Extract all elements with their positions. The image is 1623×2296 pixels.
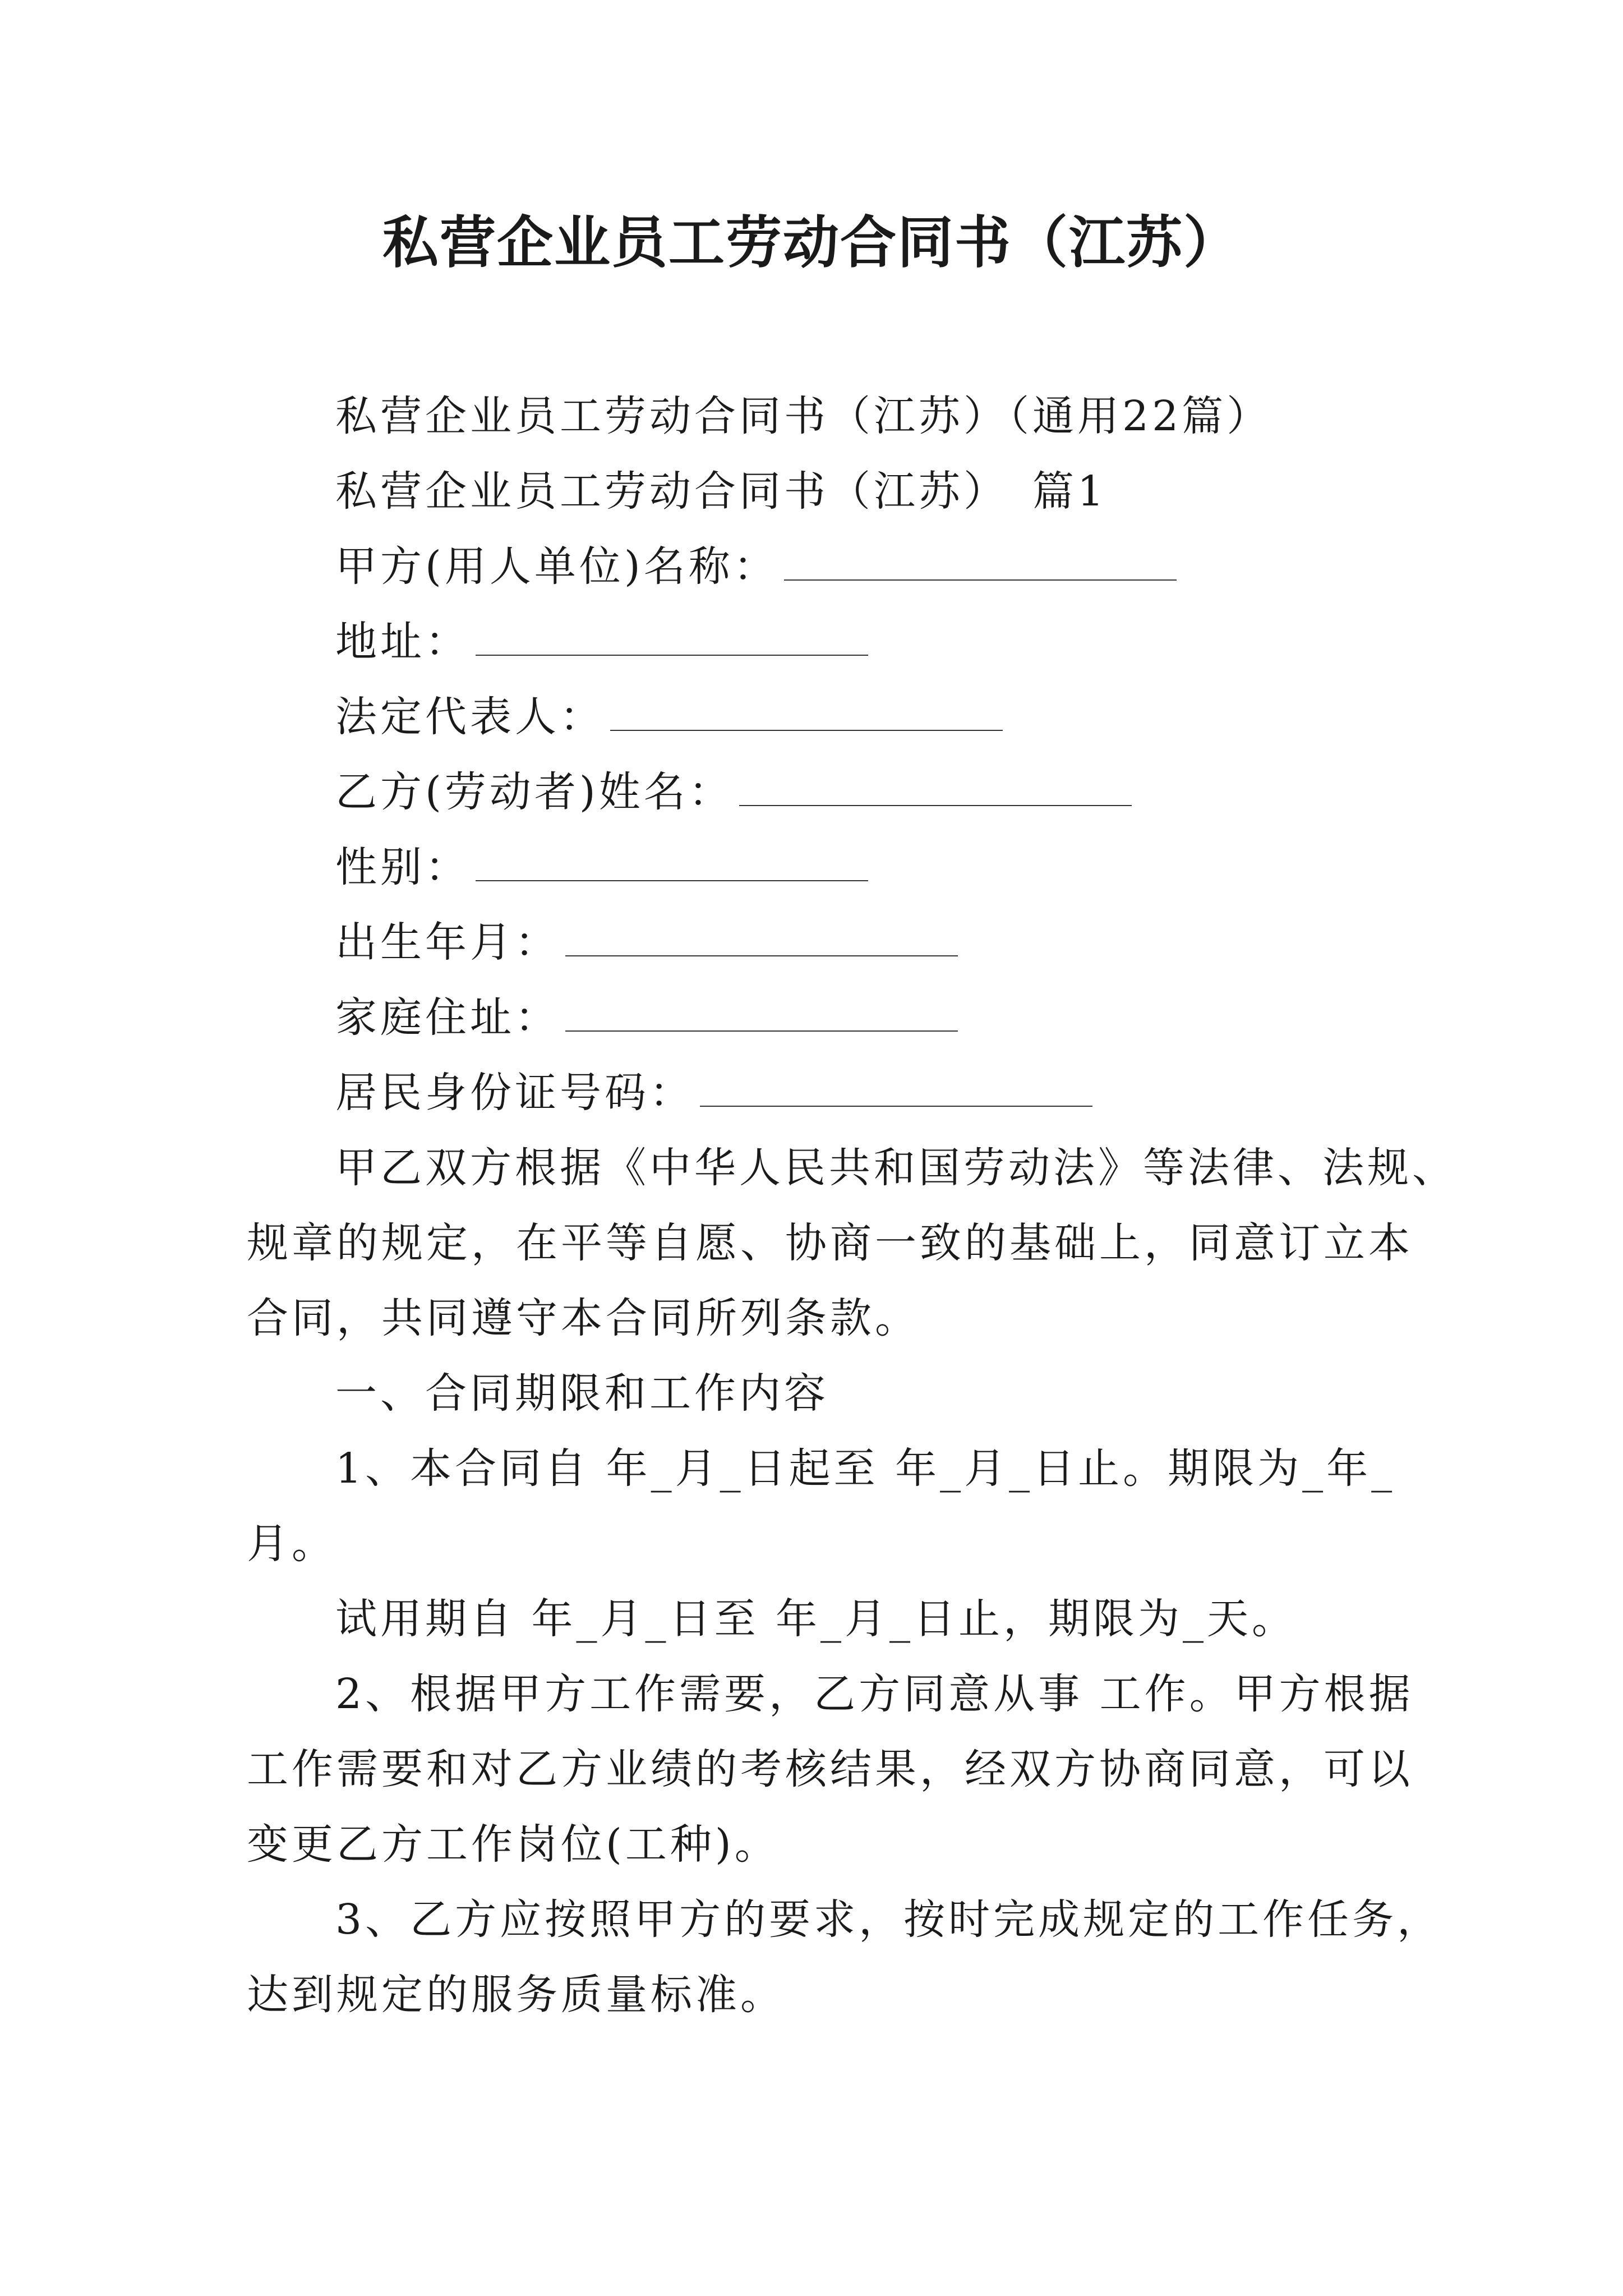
paragraph-intro-line-3: 合同，共同遵守本合同所列条款。 [247,1294,920,1342]
field-label: 出生年月： [335,918,560,967]
field-label: 地址： [335,618,470,666]
blank-line [565,1027,958,1032]
clause-3-line-2: 达到规定的服务质量标准。 [247,1971,785,2019]
paragraph-intro-line-2: 规章的规定，在平等自愿、协商一致的基础上，同意订立本 [247,1219,1413,1267]
paragraph-intro-line-1: 甲乙双方根据《中华人民共和国劳动法》等法律、法规、 [335,1144,1457,1192]
clause-2-line-2: 工作需要和对乙方业绩的考核结果，经双方协商同意，可以 [247,1745,1413,1793]
field-label: 性别： [335,843,470,891]
field-party-a-name [335,539,1177,595]
clause-2-line-3: 变更乙方工作岗位(工种)。 [247,1820,780,1869]
clause-1-line-1: 1、本合同自 年_月_日起至 年_月_日止。期限为_年_ [335,1444,1396,1493]
clause-3-line-1: 3、乙方应按照甲方的要求，按时完成规定的工作任务， [335,1895,1442,1944]
clause-1-line-2: 月。 [247,1520,336,1568]
blank-line [476,651,868,656]
field-legal-representative [335,689,1003,745]
blank-line [476,877,868,881]
blank-line [700,1102,1092,1107]
section-heading-term: 一、合同期限和工作内容 [335,1369,829,1418]
field-party-b-name [335,764,1132,820]
clause-2-line-1: 2、根据甲方工作需要，乙方同意从事 工作。甲方根据 [335,1670,1414,1718]
field-label: 家庭住址： [335,993,560,1042]
field-label: 甲方(用人单位)名称： [335,542,778,591]
field-birth-date [335,914,958,970]
section-heading: 私营企业员工劳动合同书（江苏） 篇1 [335,467,1108,516]
field-address [335,614,868,670]
blank-line [784,576,1177,581]
document-subtitle: 私营企业员工劳动合同书（江苏）（通用22篇） [335,392,1272,440]
field-label: 乙方(劳动者)姓名： [335,768,734,816]
blank-line [739,802,1132,806]
document-title: 私营企业员工劳动合同书（江苏） [382,209,1241,275]
field-home-address [335,990,958,1046]
probation-line: 试用期自 年_月_日至 年_月_日止，期限为_天。 [335,1595,1297,1643]
field-gender [335,839,868,895]
blank-line [610,726,1003,731]
field-label: 居民身份证号码： [335,1069,694,1117]
blank-line [565,952,958,956]
field-label: 法定代表人： [335,693,605,741]
field-id-number [335,1065,1092,1121]
